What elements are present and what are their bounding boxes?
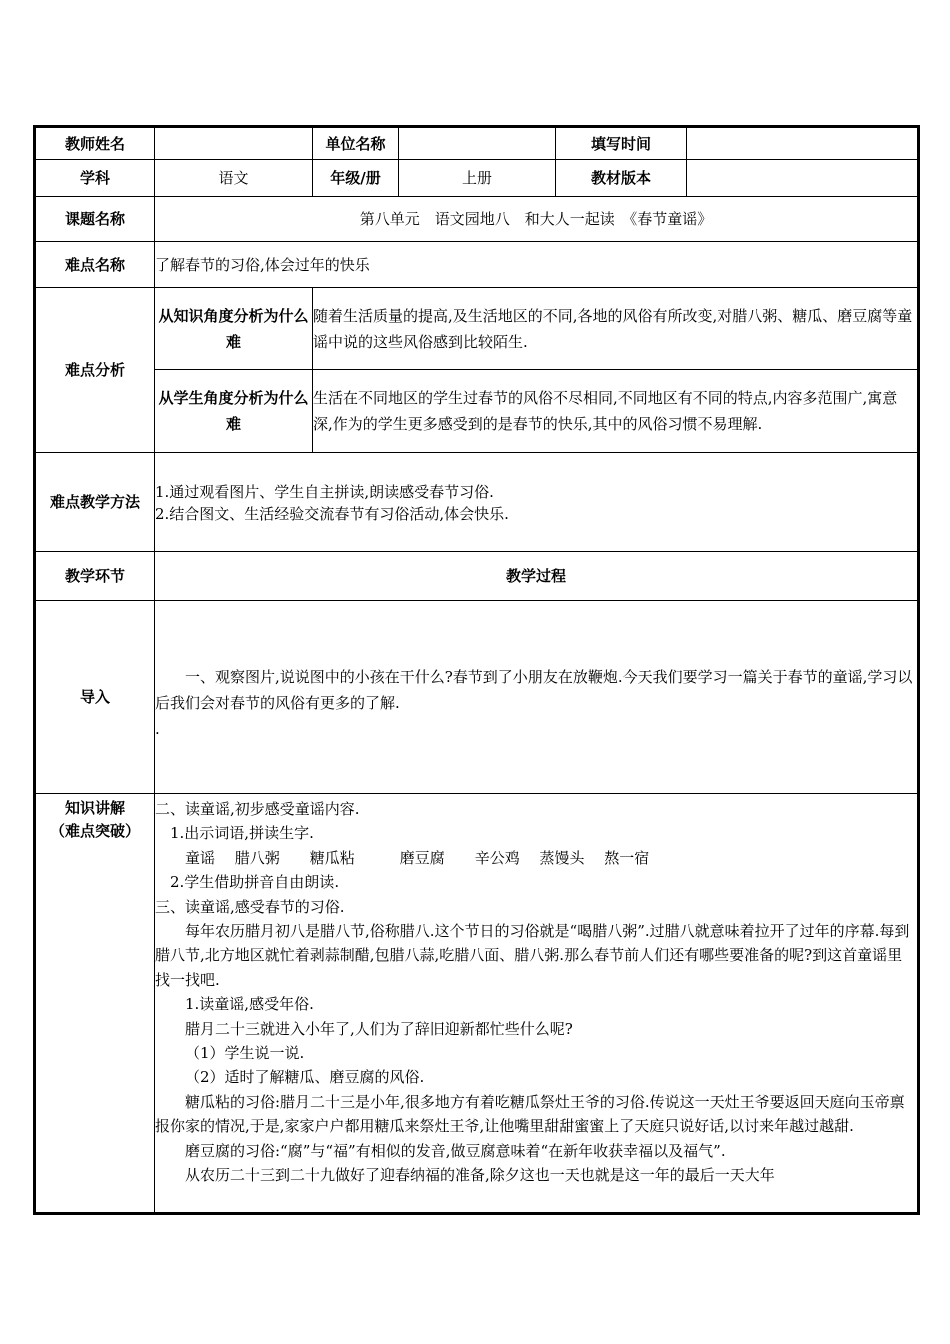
edition-value [687,160,919,197]
process-header-label: 教学过程 [155,552,919,601]
content-paragraph: 磨豆腐的习俗:“腐”与“福”有相似的发音,做豆腐意味着“在新年收获幸福以及福气”. [185,1141,726,1160]
subject-value: 语文 [155,160,313,197]
analysis-label: 难点分析 [35,288,155,453]
knowledge-content [155,794,919,1214]
difficulty-label: 难点名称 [35,242,155,288]
knowledge-sublabel: （难点突破） [49,822,140,840]
student-angle-text: 生活在不同地区的学生过春节的风俗不尽相同,不同地区有不同的特点,内容多范围广,寓意深,作为的学生更多感受到的是春节的快乐,其中的风俗习惯不易理解. [313,370,919,453]
stage-header-label: 教学环节 [35,552,155,601]
content-line: 童谣 腊八粥 糖瓜粘 磨豆腐 辛公鸡 蒸馒头 熬一宿 [185,848,650,867]
content-line: （2）适时了解糖瓜、磨豆腐的风俗. [185,1068,425,1087]
knowledge-angle-text: 随着生活质量的提高,及生活地区的不同,各地的风俗有所改变,对腊八粥、糖瓜、磨豆腐等童谣中说的这些风俗感到比较陌生. [313,288,919,370]
subject-label: 学科 [35,160,155,197]
knowledge-label: 知识讲解 [64,799,125,817]
teacher-name-value [155,127,313,160]
edition-label: 教材版本 [556,160,687,197]
teacher-name-label: 教师姓名 [35,127,155,160]
difficulty-value: 了解春节的习俗,体会过年的快乐 [155,242,919,288]
content-paragraph: 每年农历腊月初八是腊八节,俗称腊八.这个节日的习俗就是“喝腊八粥”.过腊八就意味着拉开了过年的序幕.每到腊八节,北方地区就忙着剥蒜制醋,包腊八蒜,吃腊八面、腊八粥.那么春节前人们还有哪些要准备的呢?到这首童谣里找一找吧. [155,922,910,989]
topic-value: 第八单元 语文园地八 和大人一起读 《春节童谣》 [155,197,919,242]
intro-dot: . [155,720,160,738]
intro-label: 导入 [35,601,155,794]
student-angle-label: 从学生角度分析为什么难 [155,370,313,453]
knowledge-label-cell [35,794,155,1214]
unit-name-value [399,127,556,160]
grade-value: 上册 [399,160,556,197]
topic-label: 课题名称 [35,197,155,242]
fill-time-value [687,127,919,160]
grade-label: 年级/册 [313,160,399,197]
content-line: 1.出示词语,拼读生字. [170,824,314,843]
method-label: 难点教学方法 [35,453,155,552]
intro-text: 一、观察图片,说说图中的小孩在干什么?春节到了小朋友在放鞭炮.今天我们要学习一篇关于春节的童谣,学习以后我们会对春节的风俗有更多的了解. [155,668,913,712]
method-list [155,453,919,552]
content-line: （1）学生说一说. [185,1044,305,1063]
method-item: 1.通过观看图片、学生自主拼读,朗读感受春节习俗. [155,483,494,501]
content-line: 三、读童谣,感受春节的习俗. [155,897,345,916]
fill-time-label: 填写时间 [556,127,687,160]
content-paragraph: 糖瓜粘的习俗:腊月二十三是小年,很多地方有着吃糖瓜祭灶王爷的习俗.传说这一天灶王爷要返回天庭向玉帝禀报你家的情况,于是,家家户户都用糖瓜来祭灶王爷,让他嘴里甜甜蜜蜜上了天庭只说好话,以讨来年越过越甜. [155,1092,905,1136]
lesson-plan-table [33,125,920,1215]
intro-cell [155,601,919,794]
content-line: 腊月二十三就进入小年了,人们为了辞旧迎新都忙些什么呢? [185,1019,573,1038]
content-line: 1.读童谣,感受年俗. [185,995,314,1014]
content-line: 二、读童谣,初步感受童谣内容. [155,800,360,818]
content-paragraph: 从农历二十三到二十九做好了迎春纳福的准备,除夕这也一天也就是这一年的最后一天大年 [185,1166,775,1185]
method-item: 2.结合图文、生活经验交流春节有习俗活动,体会快乐. [155,505,509,523]
content-line: 2.学生借助拼音自由朗读. [170,873,340,892]
unit-name-label: 单位名称 [313,127,399,160]
knowledge-angle-label: 从知识角度分析为什么难 [155,288,313,370]
